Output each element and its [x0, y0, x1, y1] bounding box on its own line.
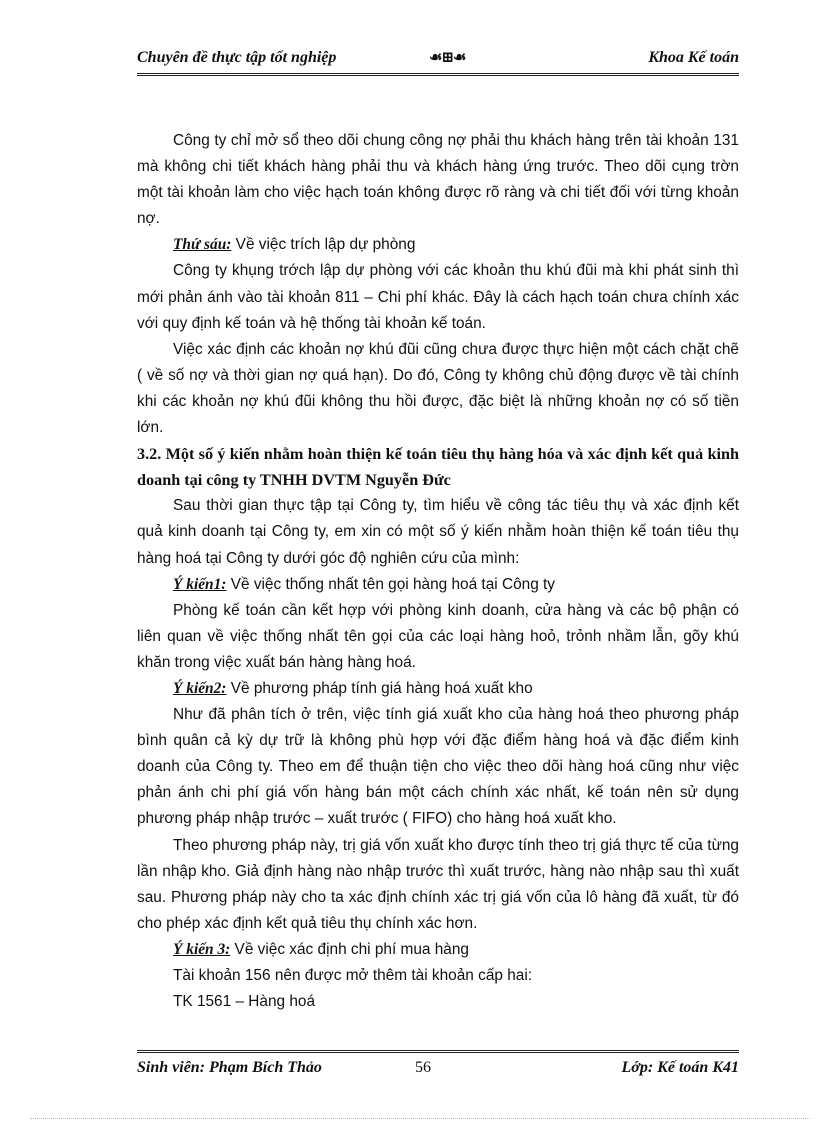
- document-body: [137, 128, 739, 1015]
- header-title: Chuyên đề thực tập tốt nghiệp: [137, 49, 337, 66]
- footer-class: Lớp: Kế toán K41: [621, 1059, 739, 1076]
- section-heading: 3.2. Một số ý kiến nhằm hoàn thiện kế toán tiêu thụ hàng hóa và xác định kết quả kinh doanh tại công ty TNHH DVTM Nguyễn Đức: [137, 445, 739, 490]
- paragraph: Như đã phân tích ở trên, việc tính giá xuất kho của hàng hoá theo phương pháp bình quân cả kỳ dự trữ là không phù hợp với đặc điểm hàng hoá và đặc điểm kinh doanh của Công ty. Theo em để thuận tiện cho việc theo dõi hàng hoá cũng như việc phản ánh chi phí giá vốn hàng bán một cách chính xác nhất, kế toán nên sử dụng phương pháp nhập trước – xuất trước ( FIFO) cho hàng hoá xuất kho.: [137, 706, 739, 828]
- paragraph: Tài khoản 156 nên được mở thêm tài khoản cấp hai:: [173, 967, 533, 984]
- paragraph: Công ty khụng trớch lập dự phòng với các khoản thu khú đũi mà khi phát sinh thì mới phản ánh vào tài khoản 811 – Chi phí khác. Đây là cách hạch toán chưa chính xác với quy định kế toán và hệ thống tài khoản kế toán.: [137, 262, 739, 332]
- item-text: Về việc thống nhất tên gọi hàng hoá tại Công ty: [226, 575, 556, 593]
- header-department: Khoa Kế toán: [648, 49, 739, 66]
- page-bottom-divider: [30, 1118, 810, 1119]
- labeled-line: [137, 676, 739, 702]
- book-ornament-icon: ☙⊞☙: [429, 50, 466, 66]
- item-label: Ý kiến2:: [173, 679, 227, 697]
- footer-student: Sinh viên: Phạm Bích Thảo: [137, 1059, 322, 1076]
- paragraph: TK 1561 – Hàng hoá: [173, 993, 316, 1011]
- page-header: [137, 45, 739, 76]
- paragraph: Phòng kế toán cần kết hợp với phòng kinh doanh, cửa hàng và các bộ phận có liên quan về việc thống nhất tên gọi của các loại hàng hoỏ, trỏnh nhầm lẫn, gõy khú khăn trong việc xuất bán hàng hàng hoá.: [137, 601, 739, 671]
- item-text: Về phương pháp tính giá hàng hoá xuất kho: [226, 679, 533, 697]
- page-number: 56: [415, 1059, 431, 1076]
- paragraph: Theo phương pháp này, trị giá vốn xuất kho được tính theo trị giá thực tế của từng lần nhập kho. Giả định hàng nào nhập trước thì xuất trước, hàng nào nhập sau thì xuất sau. Phương pháp này cho ta xác định chính xác trị giá vốn của lô hàng đã xuất, từ đó cho phép xác định kết quả tiêu thụ chính xác hơn.: [137, 836, 739, 932]
- page-footer: [137, 1050, 739, 1083]
- item-label: Ý kiến 3:: [173, 940, 231, 958]
- item-label: Thứ sáu:: [173, 236, 232, 254]
- item-text: Về việc trích lập dự phòng: [231, 236, 416, 254]
- labeled-line: [137, 572, 739, 598]
- paragraph: Việc xác định các khoản nợ khú đũi cũng chưa được thực hiện một cách chặt chẽ ( về số nợ và thời gian nợ quá hạn). Do đó, Công ty không chủ động được về tài chính khi các khoản nợ khú đũi không thu hồi được, đặc biệt là những khoản nợ có số tiền lớn.: [137, 340, 739, 437]
- labeled-line: [137, 232, 739, 258]
- paragraph: Sau thời gian thực tập tại Công ty, tìm hiểu về công tác tiêu thụ và xác định kết quả kinh doanh tại Công ty, em xin có một số ý kiến nhằm hoàn thiện kế toán tiêu thụ hàng hoá tại Công ty dưới góc độ nghiên cứu của mình:: [137, 497, 739, 567]
- labeled-line: [137, 937, 739, 963]
- item-label: Ý kiến1:: [173, 575, 227, 593]
- item-text: Về việc xác định chi phí mua hàng: [230, 940, 469, 958]
- paragraph: Công ty chỉ mở sổ theo dõi chung công nợ phải thu khách hàng trên tài khoản 131 mà không chi tiết khách hàng phải thu và khách hàng ứng trước. Theo dõi cụng trờn một tài khoản làm cho việc hạch toán không được rõ ràng và chi tiết đối với từng khoản nợ.: [137, 132, 739, 228]
